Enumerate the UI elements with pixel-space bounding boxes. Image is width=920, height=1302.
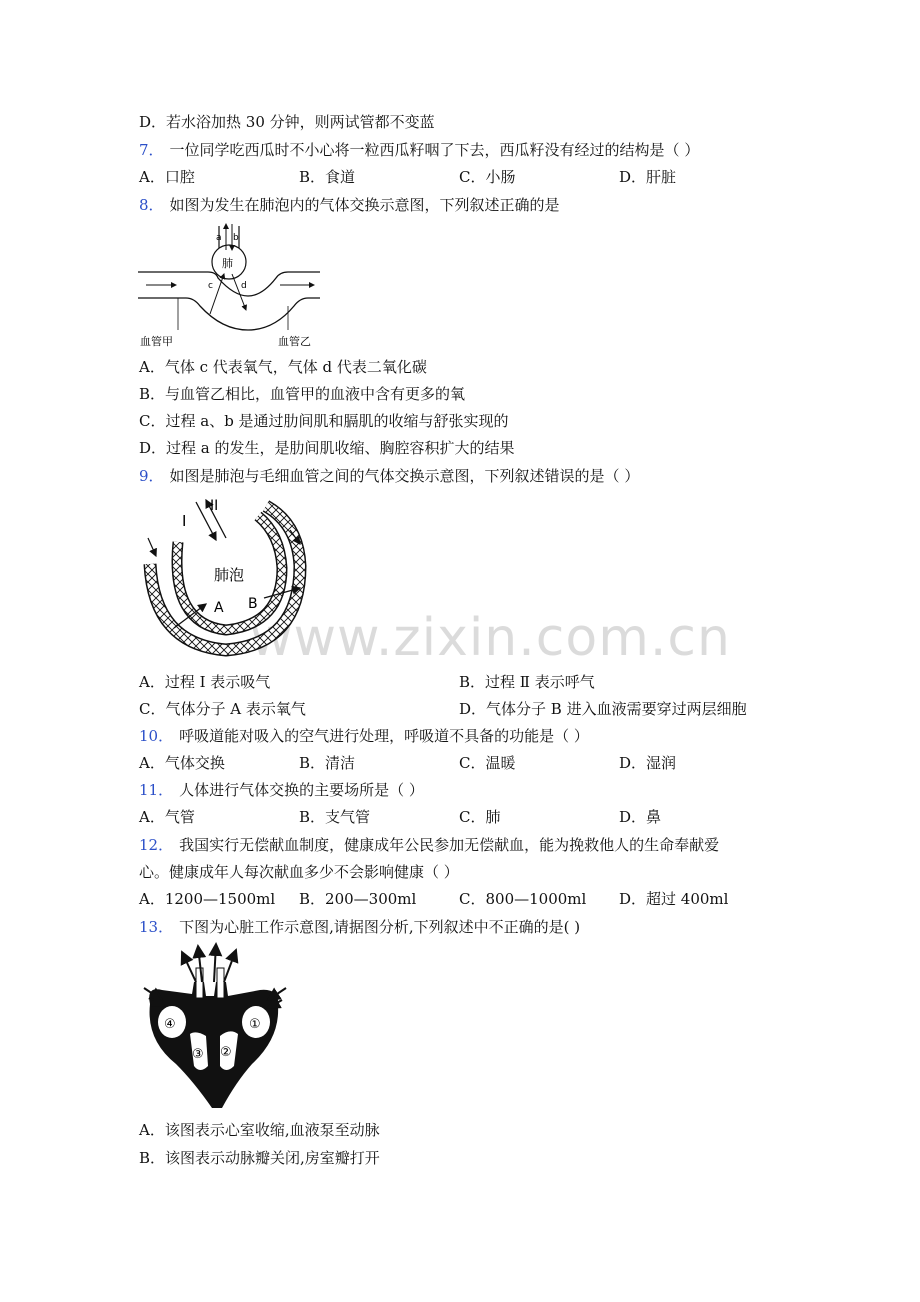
q11-option-b: B．支气管: [299, 808, 371, 826]
q9-fig-alveolus-label: 肺泡: [214, 566, 245, 584]
q9-fig-label-ii: II: [210, 498, 219, 514]
q9-stem: [139, 466, 639, 486]
q12-number: 12．: [139, 836, 174, 854]
q13-number: 13．: [139, 918, 174, 936]
q13-option-b: B．该图表示动脉瓣关闭,房室瓣打开: [139, 1149, 380, 1167]
q10-number: 10．: [139, 727, 174, 745]
q13-fig-label-3: ③: [192, 1047, 204, 1062]
q8-fig-label-a: a: [216, 233, 222, 243]
q12-option-c: C．800—1000ml: [459, 890, 587, 908]
q13-fig-label-1: ①: [249, 1017, 261, 1032]
q7-stem: [139, 140, 699, 160]
q10-option-d: D．湿润: [619, 754, 677, 772]
q7-number: 7．: [139, 141, 164, 159]
q8-stem-text: 如图为发生在肺泡内的气体交换示意图，下列叙述正确的是: [169, 196, 560, 214]
q13-stem: [139, 917, 580, 937]
q9-fig-label-a: A: [214, 600, 224, 616]
q13-figure-heart: [140, 942, 290, 1112]
q12-stem-line-1: [139, 835, 719, 855]
q12-option-d: D．超过 400ml: [619, 890, 729, 908]
watermark: www.zixin.com.cn: [250, 608, 731, 668]
q8-figure-alveolus-gas-exchange: [138, 222, 338, 350]
q12-option-a: A．1200—1500ml: [139, 890, 276, 908]
q13-stem-text: 下图为心脏工作示意图,请据图分析,下列叙述中不正确的是( ): [179, 918, 581, 936]
q9-figure-alveolus-capillary: [140, 494, 312, 664]
q8-fig-lung-label: 肺: [222, 257, 233, 270]
q10-stem: [139, 726, 589, 746]
q11-option-c: C．肺: [459, 808, 501, 826]
q10-stem-text: 呼吸道能对吸入的空气进行处理，呼吸道不具备的功能是（ ）: [179, 727, 589, 745]
q8-option-c: C．过程 a、b 是通过肋间肌和膈肌的收缩与舒张实现的: [139, 412, 509, 430]
q8-option-b: B．与血管乙相比，血管甲的血液中含有更多的氧: [139, 385, 466, 403]
q12-option-b: B．200—300ml: [299, 890, 417, 908]
q13-fig-label-4: ④: [164, 1017, 176, 1032]
q8-fig-vessel-1-label: 血管甲: [140, 335, 173, 348]
q7-option-a: A．口腔: [139, 168, 195, 186]
q9-option-c: C．气体分子 A 表示氧气: [139, 700, 306, 718]
q12-stem-line-2: 心。健康成年人每次献血多少不会影响健康（ ）: [139, 863, 459, 881]
q11-option-a: A．气管: [139, 808, 195, 826]
q9-stem-text: 如图是肺泡与毛细血管之间的气体交换示意图，下列叙述错误的是（ ）: [169, 467, 640, 485]
q9-option-d: D．气体分子 B 进入血液需要穿过两层细胞: [459, 700, 747, 718]
q9-fig-label-i: I: [182, 512, 187, 530]
q8-stem: [139, 195, 560, 215]
q8-option-a: A．气体 c 代表氧气，气体 d 代表二氧化碳: [139, 358, 427, 376]
q8-option-d: D．过程 a 的发生，是肋间肌收缩、胸腔容积扩大的结果: [139, 439, 515, 457]
q13-option-a: A．该图表示心室收缩,血液泵至动脉: [139, 1121, 380, 1139]
q8-fig-label-d: d: [241, 281, 247, 291]
q11-number: 11．: [139, 781, 174, 799]
q10-option-b: B．清洁: [299, 754, 356, 772]
q9-option-a: A．过程 I 表示吸气: [139, 673, 271, 691]
q7-option-d: D．肝脏: [619, 168, 677, 186]
q11-stem: [139, 780, 424, 800]
q10-option-c: C．温暖: [459, 754, 516, 772]
q13-fig-label-2: ②: [220, 1045, 232, 1060]
q10-option-a: A．气体交换: [139, 754, 225, 772]
q6-option-d: D．若水浴加热 30 分钟，则两试管都不变蓝: [139, 113, 435, 131]
q8-fig-label-c: c: [208, 281, 213, 291]
q8-fig-vessel-2-label: 血管乙: [278, 335, 311, 348]
q7-option-b: B．食道: [299, 168, 356, 186]
q7-stem-text: 一位同学吃西瓜时不小心将一粒西瓜籽咽了下去，西瓜籽没有经过的结构是（ ）: [169, 141, 700, 159]
q9-number: 9．: [139, 467, 164, 485]
q11-option-d: D．鼻: [619, 808, 662, 826]
q12-stem-text-1: 我国实行无偿献血制度，健康成年公民参加无偿献血，能为挽救他人的生命奉献爱: [179, 836, 720, 854]
q9-option-b: B．过程 Ⅱ 表示呼气: [459, 673, 595, 691]
q7-option-c: C．小肠: [459, 168, 516, 186]
q8-fig-label-b: b: [233, 233, 239, 243]
q11-stem-text: 人体进行气体交换的主要场所是（ ）: [179, 781, 424, 799]
q9-fig-label-b: B: [248, 596, 258, 612]
q8-number: 8．: [139, 196, 164, 214]
